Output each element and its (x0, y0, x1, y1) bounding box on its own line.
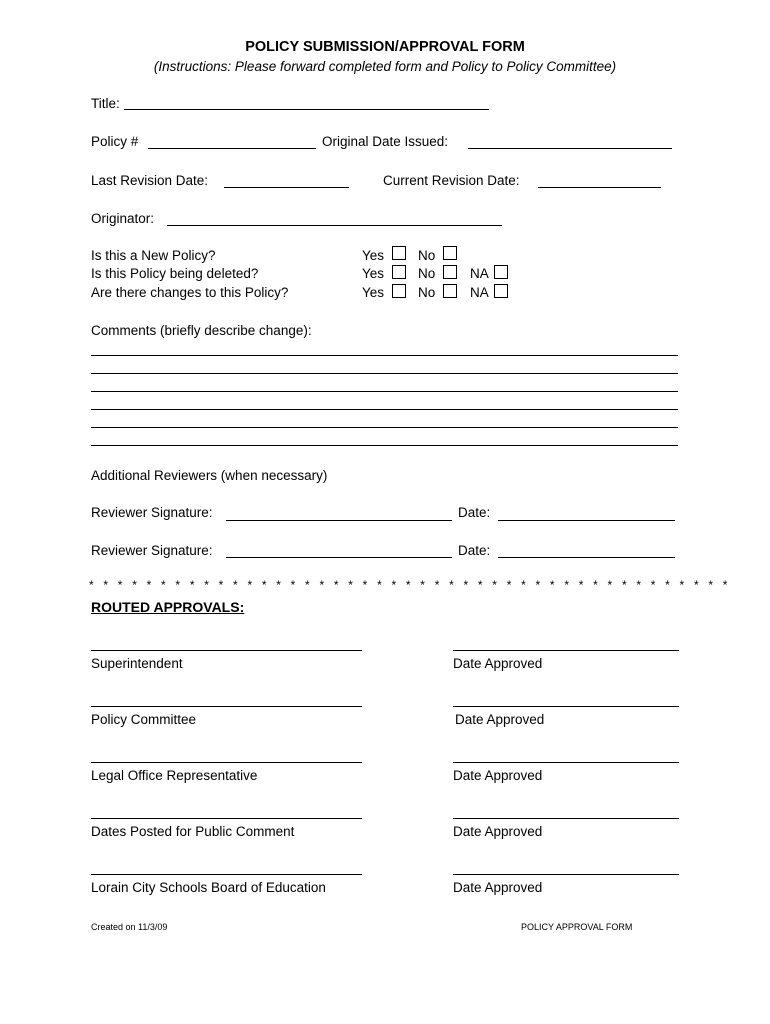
form-title: POLICY SUBMISSION/APPROVAL FORM (245, 39, 525, 55)
q3-no-label: No (418, 285, 436, 300)
approval-date-line[interactable] (453, 762, 679, 763)
comment-line[interactable] (91, 445, 678, 446)
approval-role-label: Dates Posted for Public Comment (91, 824, 295, 839)
comment-line[interactable] (91, 355, 678, 356)
question-changes: Are there changes to this Policy? (91, 285, 289, 300)
reviewer-signature-line[interactable] (226, 520, 452, 521)
last-revision-input-line[interactable] (224, 187, 349, 188)
additional-reviewers-heading: Additional Reviewers (when necessary) (91, 468, 328, 483)
original-date-label: Original Date Issued: (322, 134, 449, 149)
comment-line[interactable] (91, 373, 678, 374)
reviewer-date-label: Date: (458, 505, 491, 520)
date-approved-label: Date Approved (453, 656, 543, 671)
approval-role-label: Legal Office Representative (91, 768, 258, 783)
date-approved-label: Date Approved (453, 824, 543, 839)
title-label: Title: (91, 96, 120, 111)
reviewer-signature-label: Reviewer Signature: (91, 543, 213, 558)
approval-date-line[interactable] (453, 874, 679, 875)
reviewer-signature-label: Reviewer Signature: (91, 505, 213, 520)
q3-na-checkbox[interactable] (494, 284, 508, 298)
approval-role-label: Superintendent (91, 656, 183, 671)
q2-yes-checkbox[interactable] (392, 265, 406, 279)
q3-no-checkbox[interactable] (443, 284, 457, 298)
form-instructions: (Instructions: Please forward completed form and Policy to Policy Committee) (153, 59, 617, 74)
q2-na-checkbox[interactable] (494, 265, 508, 279)
approval-signature-line[interactable] (91, 818, 362, 819)
routed-approvals-heading: ROUTED APPROVALS: (91, 599, 245, 615)
approval-signature-line[interactable] (91, 762, 362, 763)
approval-role-label: Policy Committee (91, 712, 197, 727)
reviewer-date-line[interactable] (498, 557, 675, 558)
approval-signature-line[interactable] (91, 650, 362, 651)
footer-created-date: Created on 11/3/09 (91, 922, 168, 932)
q2-no-checkbox[interactable] (443, 265, 457, 279)
approval-date-line[interactable] (453, 818, 679, 819)
footer-form-name: POLICY APPROVAL FORM (521, 922, 633, 932)
approval-date-line[interactable] (453, 706, 679, 707)
approval-signature-line[interactable] (91, 706, 362, 707)
date-approved-label: Date Approved (453, 768, 543, 783)
q2-yes-label: Yes (362, 266, 385, 281)
approval-date-line[interactable] (453, 650, 679, 651)
q1-yes-label: Yes (362, 248, 385, 263)
reviewer-date-label: Date: (458, 543, 491, 558)
q1-yes-checkbox[interactable] (392, 246, 406, 260)
originator-input-line[interactable] (167, 225, 502, 226)
comment-line[interactable] (91, 409, 678, 410)
q1-no-checkbox[interactable] (443, 246, 457, 260)
q3-na-label: NA (470, 285, 489, 300)
q2-na-label: NA (470, 266, 489, 281)
last-revision-label: Last Revision Date: (91, 173, 209, 188)
comment-line[interactable] (91, 391, 678, 392)
comments-label: Comments (briefly describe change): (91, 323, 312, 338)
comment-line[interactable] (91, 427, 678, 428)
q3-yes-label: Yes (362, 285, 385, 300)
approval-signature-line[interactable] (91, 874, 362, 875)
originator-label: Originator: (91, 211, 155, 226)
question-deleted: Is this Policy being deleted? (91, 266, 259, 281)
star-separator: * * * * * * * * * * * * * * * * * * * * * * * * * * * * * * * * * * * * * * * * * * * * * (89, 578, 731, 592)
q3-yes-checkbox[interactable] (392, 284, 406, 298)
approval-role-label: Lorain City Schools Board of Education (91, 880, 326, 895)
original-date-input-line[interactable] (468, 148, 672, 149)
title-input-line[interactable] (124, 109, 489, 110)
date-approved-label: Date Approved (453, 880, 543, 895)
policy-number-input-line[interactable] (148, 148, 316, 149)
date-approved-label: Date Approved (455, 712, 545, 727)
reviewer-signature-line[interactable] (226, 557, 452, 558)
question-new-policy: Is this a New Policy? (91, 248, 216, 263)
q1-no-label: No (418, 248, 436, 263)
current-revision-input-line[interactable] (538, 187, 661, 188)
policy-number-label: Policy # (91, 134, 139, 149)
reviewer-date-line[interactable] (498, 520, 675, 521)
current-revision-label: Current Revision Date: (383, 173, 520, 188)
q2-no-label: No (418, 266, 436, 281)
